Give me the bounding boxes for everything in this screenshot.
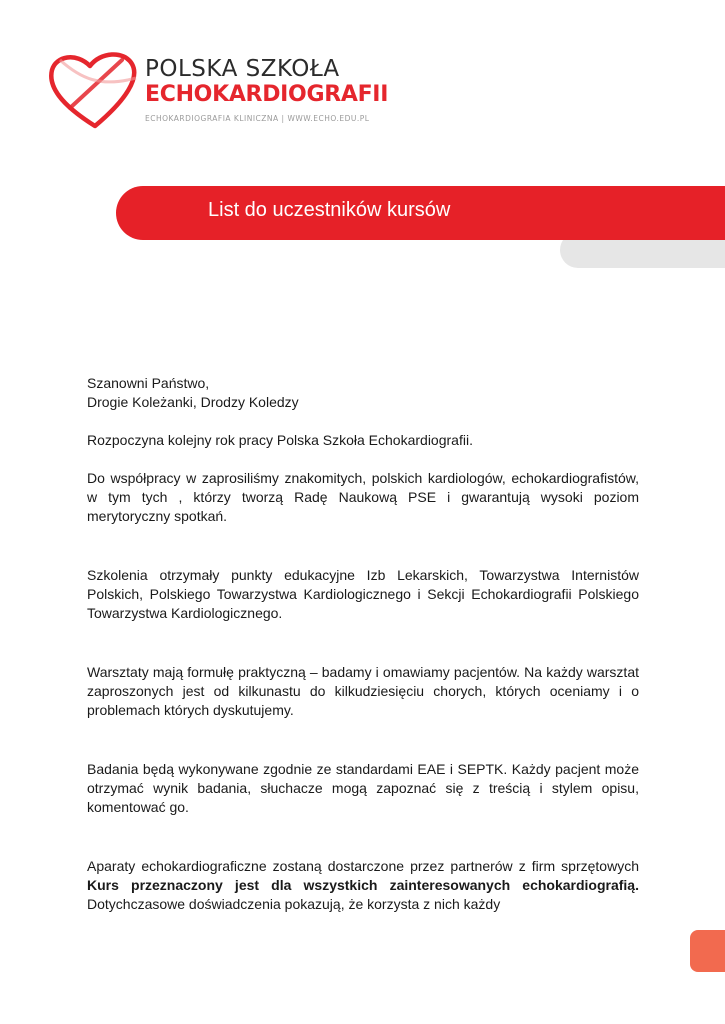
banner-title: List do uczestników kursów [208, 199, 451, 221]
heart-icon [40, 48, 150, 132]
paragraph-cooperation: Do współpracy w zaprosiliśmy znakomitych, polskich kardiologów, echokardiografistów, w tym tych , którzy tworzą Radę Naukową PSE i gwarantują wysoki poziom merytoryczny spotkań. [87, 470, 639, 524]
paragraph-standards: Badania będą wykonywane zgodnie ze standardami EAE i SEPTK. Każdy pacjent może otrzymać wynik badania, słuchacze mogą zapoznać się z treścią i stylem opisu, komentować go. [87, 761, 639, 815]
paragraph-points: Szkolenia otrzymały punkty edukacyjne Izb Lekarskich, Towarzystwa Internistów Polskich, Polskiego Towarzystwa Kardiologicznego i Sekcji Echokardiografii Polskiego Towarzystwa Kardiologicznego. [87, 567, 639, 621]
logo-tagline: ECHOKARDIOGRAFIA KLINICZNA | WWW.ECHO.EDU.PL [145, 114, 370, 123]
page-corner-tab [690, 930, 725, 972]
title-banner [116, 186, 725, 240]
logo-title-line1: POLSKA SZKOŁA [145, 56, 340, 82]
equipment-text-bold: Kurs przeznaczony jest dla wszystkich zainteresowanych echokardiografią. [87, 877, 639, 893]
greeting-line-1: Szanowni Państwo, [87, 375, 210, 391]
equipment-text-end: Dotychczasowe doświadczenia pokazują, że korzysta z nich każdy [87, 896, 501, 912]
paragraph-equipment [87, 857, 639, 914]
logo-title-line2: ECHOKARDIOGRAFII [145, 82, 389, 107]
paragraph-workshops: Warsztaty mają formułę praktyczną – badamy i omawiamy pacjentów. Na każdy warsztat zaproszonych jest od kilkunastu do kilkudziesięciu chorych, których oceniamy i o problemach których dyskutujemy. [87, 664, 639, 718]
paragraph-intro: Rozpoczyna kolejny rok pracy Polska Szkoła Echokardiografii. [87, 432, 473, 448]
equipment-text-start: Aparaty echokardiograficzne zostaną dostarczone przez partnerów z firm sprzętowych [87, 858, 639, 874]
logo [40, 48, 389, 132]
greeting-line-2: Drogie Koleżanki, Drodzy Koledzy [87, 394, 299, 410]
letter-body [87, 374, 639, 914]
